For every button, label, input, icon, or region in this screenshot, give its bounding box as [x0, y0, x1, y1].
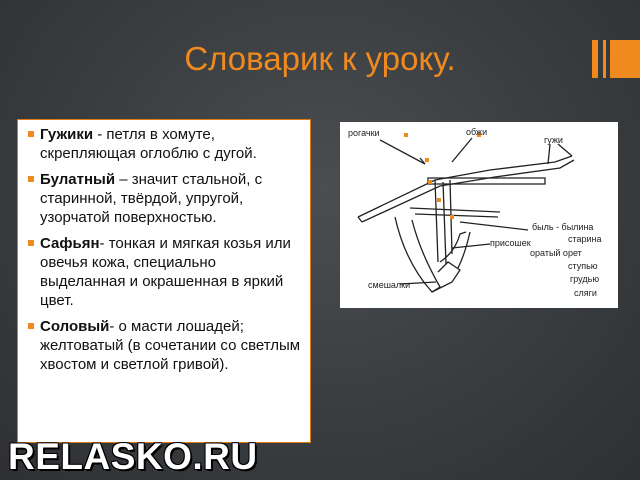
label-grudyu: грудью [570, 274, 600, 284]
glossary-term: Соловый [40, 318, 110, 335]
label-prisoshek: присошек [490, 238, 531, 248]
glossary-box [17, 119, 311, 443]
slide-title: Словарик к уроку. [184, 40, 456, 77]
label-guzhi: гужи [544, 135, 563, 145]
bullet-icon [28, 131, 34, 137]
label-stupyu: ступью [568, 261, 598, 271]
plough-drawing [340, 122, 618, 308]
label-byl: быль - былина [532, 222, 594, 232]
plough-diagram [340, 122, 618, 308]
glossary-entry [28, 170, 302, 227]
glossary-term: Гужики [40, 126, 94, 143]
label-slyagi: сляги [574, 288, 597, 298]
bullet-icon [28, 240, 34, 246]
label-obzhi: обжи [466, 127, 488, 137]
watermark: RELASKO.RU [8, 436, 258, 477]
glossary-definition: - петля в хомуте, скрепляющая оглоблю с дугой. [40, 126, 257, 162]
accent-bar [603, 40, 606, 78]
glossary-entry [28, 317, 302, 374]
label-smeshalki: смешалки [368, 280, 411, 290]
accent-bar [610, 40, 640, 78]
bullet-icon [28, 176, 34, 182]
glossary-entry [28, 234, 302, 310]
glossary-definition: – значит стальной, с старинной, твёрдой, упругой, узорчатой поверхностью. [40, 171, 263, 226]
label-starina: старина [568, 234, 602, 244]
bullet-icon [28, 323, 34, 329]
glossary-term: Булатный [40, 171, 116, 188]
glossary-definition: - тонкая и мягкая козья или овечья кожа, специально выделанная и окрашенная в яркий цвет. [40, 235, 291, 309]
glossary-entry [28, 125, 302, 163]
accent-bar [592, 40, 598, 78]
label-oraty: оратый орет [530, 248, 582, 258]
glossary-definition: - о масти лошадей; желтоватый (в сочетании со светлым хвостом и светлой гривой). [40, 318, 301, 373]
label-rogachki: рогачки [348, 128, 380, 138]
glossary-term: Сафьян [40, 235, 100, 252]
